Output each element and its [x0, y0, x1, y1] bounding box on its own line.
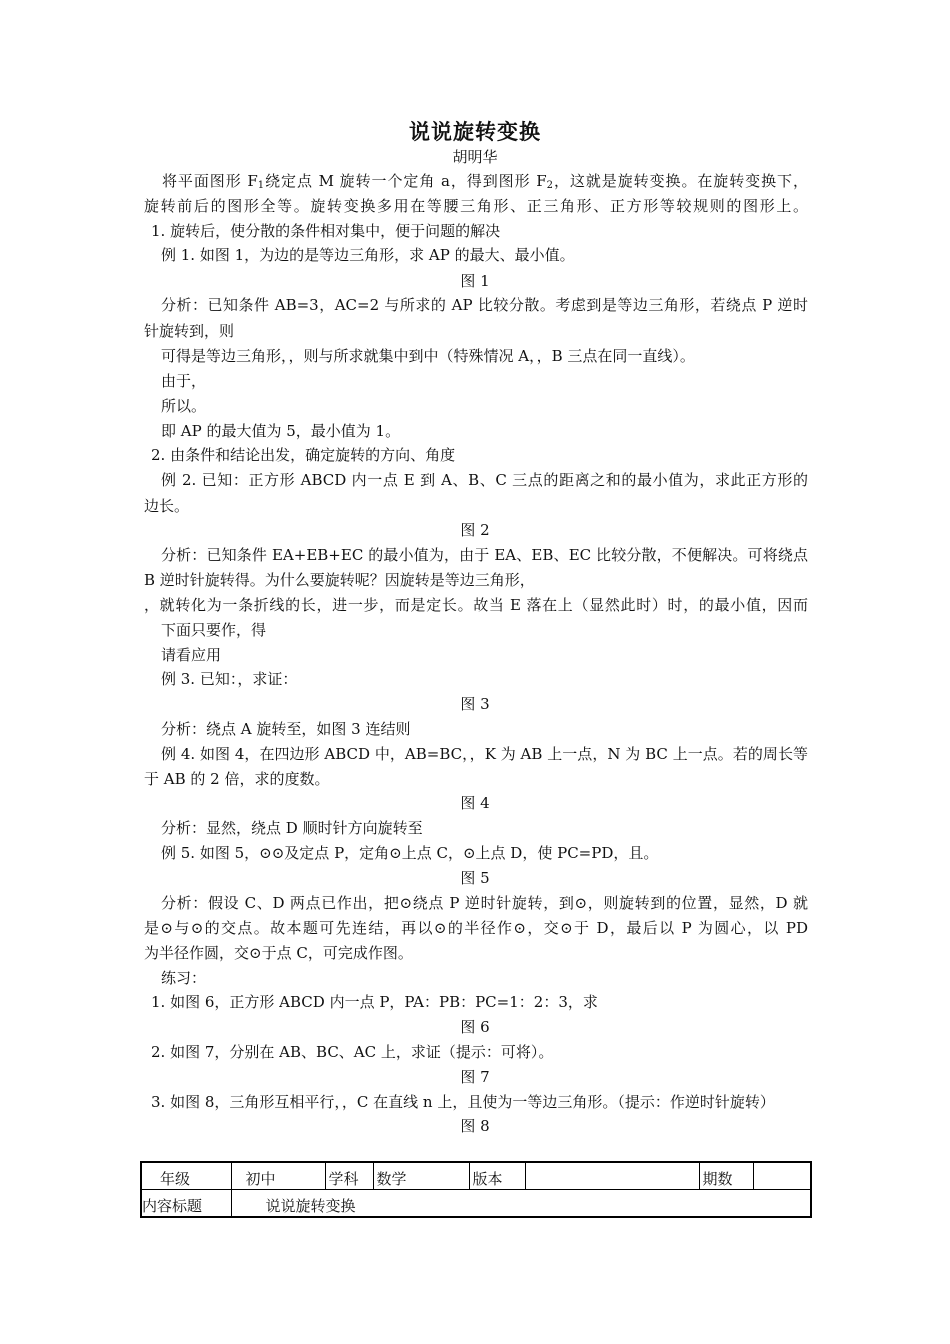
analysis-2-line-2: B 逆时针旋转得。为什么要旋转呢？因旋转是等边三角形，: [144, 571, 535, 589]
figure-4-caption: 图 4: [460, 794, 490, 812]
figure-2-caption: 图 2: [460, 521, 490, 539]
analysis-1-line-5: 所以。: [161, 397, 207, 415]
section-1-heading: 1. 旋转后，使分散的条件相对集中，便于问题的解决: [151, 222, 501, 240]
figure-6-caption: 图 6: [460, 1018, 490, 1036]
example-5: 例 5. 如图 5，⊙⊙及定点 P，定角⊙上点 C，⊙上点 D，使 PC=PD，且。: [161, 844, 659, 862]
figure-7-caption: 图 7: [460, 1068, 490, 1086]
analysis-2-line-4: 下面只要作，得: [161, 621, 267, 639]
intro-line-2: 旋转前后的图形全等。旋转变换多用在等腰三角形、正三角形、正方形等较规则的图形上。: [144, 197, 808, 215]
document-title: 说说旋转变换: [409, 119, 541, 144]
subscript-2: 2: [546, 180, 554, 191]
example-2-line-1: 例 2. 已知：正方形 ABCD 内一点 E 到 A、B、C 三点的距离之和的最小值为，求此正方形的: [161, 471, 808, 489]
topic-value: 说说旋转变换: [231, 1190, 811, 1218]
edition-label: 版本: [469, 1162, 525, 1190]
figure-3-caption: 图 3: [460, 695, 490, 713]
analysis-4: 分析：显然，绕点 D 顺时针方向旋转至: [161, 819, 423, 837]
practice-2: 2. 如图 7，分别在 AB、BC、AC 上，求证（提示：可将）。: [151, 1043, 554, 1061]
issue-value: [753, 1162, 811, 1190]
intro-text-b: 绕定点 M 旋转一个定角 a，得到图形 F: [264, 172, 547, 190]
practice-heading: 练习：: [161, 969, 207, 987]
analysis-1-line-6: 即 AP 的最大值为 5，最小值为 1。: [161, 422, 401, 440]
analysis-1-line-2: 针旋转到，则: [144, 322, 235, 340]
example-2-line-2: 边长。: [144, 497, 190, 515]
example-3: 例 3. 已知：，求证：: [161, 670, 298, 688]
table-row: [141, 1162, 811, 1190]
intro-line-1: [144, 171, 808, 191]
intro-text-a: 将平面图形 F: [162, 172, 258, 190]
figure-1-caption: 图 1: [460, 272, 490, 290]
grade-label: 年级: [141, 1162, 231, 1190]
analysis-5-line-2: 是⊙与⊙的交点。故本题可先连结，再以⊙的半径作⊙，交⊙于 D，最后以 P 为圆心，以 PD: [144, 919, 808, 937]
analysis-3: 分析：绕点 A 旋转至，如图 3 连结则: [161, 720, 411, 738]
author: 胡明华: [452, 148, 498, 166]
example-4-line-1: 例 4. 如图 4，在四边形 ABCD 中，AB=BC，，K 为 AB 上一点，N 为 BC 上一点。若的周长等: [161, 745, 808, 763]
grade-value: 初中: [231, 1162, 325, 1190]
topic-label: 内容标题: [141, 1190, 231, 1218]
practice-1: 1. 如图 6，正方形 ABCD 内一点 P，PA：PB：PC=1：2：3，求: [151, 993, 598, 1011]
figure-8-caption: 图 8: [460, 1117, 490, 1135]
analysis-1-line-3: 可得是等边三角形，，则与所求就集中到中（特殊情况 A，，B 三点在同一直线）。: [161, 347, 695, 365]
example-4-line-2: 于 AB 的 2 倍，求的度数。: [144, 770, 330, 788]
metadata-table: [140, 1161, 812, 1218]
subject-value: 数学: [373, 1162, 469, 1190]
analysis-2-line-3: ，就转化为一条折线的长，进一步，而是定长。故当 E 落在上（显然此时）时，的最小值，因而: [144, 596, 808, 614]
intro-text-c: ，这就是旋转变换。在旋转变换下，: [553, 172, 808, 190]
example-1: 例 1. 如图 1，为边的是等边三角形，求 AP 的最大、最小值。: [161, 246, 575, 264]
analysis-2-line-1: 分析：已知条件 EA+EB+EC 的最小值为，由于 EA、EB、EC 比较分散，不便解决。可将绕点: [161, 546, 808, 564]
analysis-5-line-3: 为半径作圆，交⊙于点 C，可完成作图。: [144, 944, 413, 962]
analysis-2-line-5: 请看应用: [161, 646, 222, 664]
edition-value: [525, 1162, 699, 1190]
practice-3: 3. 如图 8，三角形互相平行，，C 在直线 n 上，且使为一等边三角形。（提示：作逆时针旋转）: [151, 1093, 775, 1111]
analysis-5-line-1: 分析：假设 C、D 两点已作出，把⊙绕点 P 逆时针旋转，到⊙，则旋转到的位置，显然，D 就: [161, 894, 808, 912]
section-2-heading: 2. 由条件和结论出发，确定旋转的方向、角度: [151, 446, 456, 464]
subscript-1: 1: [257, 180, 265, 191]
subject-label: 学科: [325, 1162, 373, 1190]
analysis-1-line-4: 由于，: [161, 372, 207, 390]
table-row: [141, 1190, 811, 1218]
figure-5-caption: 图 5: [460, 869, 490, 887]
analysis-1-line-1: 分析：已知条件 AB=3，AC=2 与所求的 AP 比较分散。考虑到是等边三角形，若绕点 P 逆时: [161, 296, 808, 314]
issue-label: 期数: [699, 1162, 753, 1190]
